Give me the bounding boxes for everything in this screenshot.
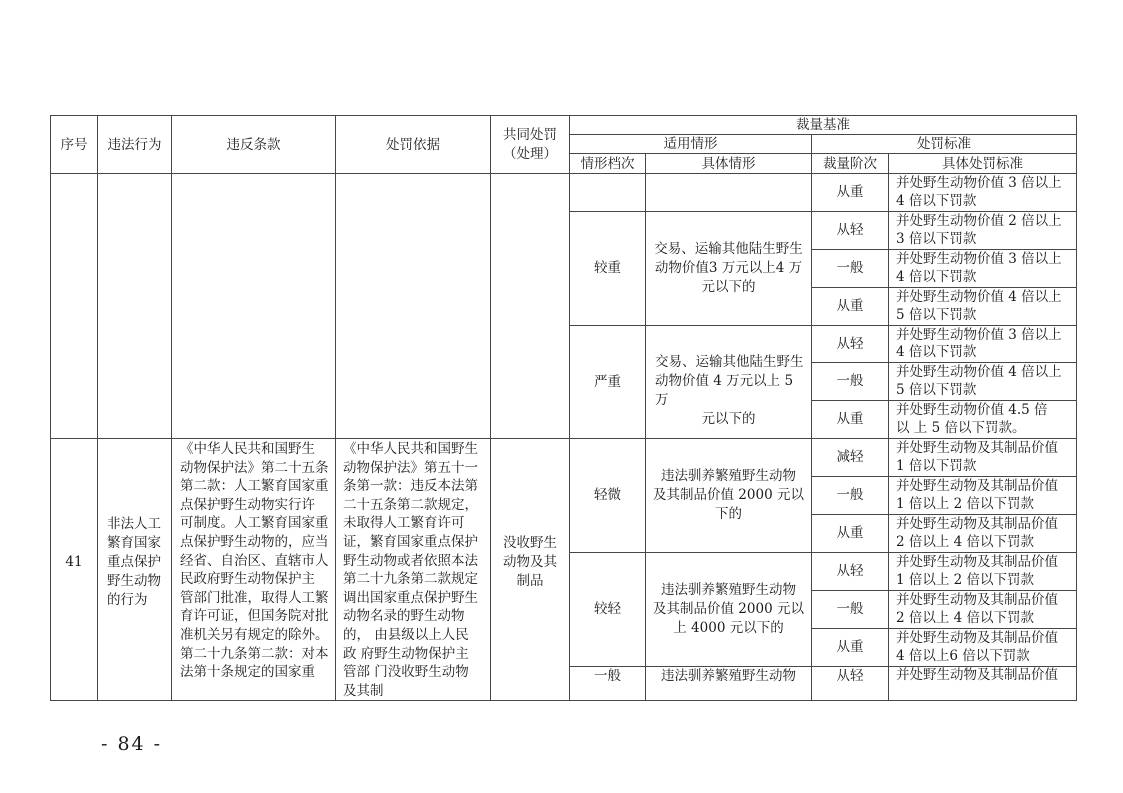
clause-cell: [172, 439, 335, 700]
standard-cell: [889, 250, 1076, 287]
header-joint-penalty-label: 共同处罚 （处理）: [503, 126, 557, 162]
situation-cell: [646, 553, 811, 666]
violation-text: 非法人工 繁育国家 重点保护 野生动物 的行为: [107, 516, 161, 608]
joint-penalty-text: 没收野生 动物及其 制品: [503, 535, 557, 589]
standard-text: 并处野生动物及其制品价值 2 倍以上 4 倍以下罚款: [896, 516, 1058, 550]
grade-cell: [812, 288, 888, 325]
header-violation-label: 违法行为: [107, 136, 162, 153]
penalty-discretion-table: [50, 115, 1077, 701]
grade-text: 从重: [836, 298, 864, 314]
standard-text: 并处野生动物价值 4.5 倍 以 上 5 倍以下罚款。: [896, 402, 1048, 436]
standard-text: 并处野生动物价值 3 倍以上 4 倍以下罚款: [896, 326, 1062, 360]
situation-cell: [646, 667, 811, 700]
situation-text: 交易、运输其他陆生野生 动物价值3 万元以上4 万 元以下的: [654, 241, 803, 295]
situation-text-continued: 元以下的: [701, 411, 756, 427]
header-applicable-situation-label: 适用情形: [663, 136, 718, 152]
header-specific-penalty-standard: [889, 154, 1076, 173]
standard-text: 并处野生动物及其制品价值: [896, 667, 1058, 683]
header-specific-situation: [646, 154, 811, 173]
level-cell: [570, 212, 645, 325]
clause-text: 《中华人民共和国野生 动物保护法》第二十五条 第二款：人工繁育国家重 点保护野生动物实行许 可制度。人工繁育国家重 点保护野生动物的，应当 经省、自治区、直辖市人 民政府野生动物保护主 管部门批准，取得人工繁 育许可证，但国务院对批 准机关另有规定的除外。 第二十九条第二款：对本 法第十条规定的国家重: [180, 441, 329, 681]
grade-text: 一般: [836, 260, 864, 276]
grade-cell: [812, 667, 888, 700]
grade-text: 从轻: [836, 222, 864, 238]
standard-cell: [889, 174, 1076, 211]
grade-text: 从重: [836, 639, 864, 655]
header-penalty-standard-label: 处罚标准: [917, 136, 971, 152]
grade-text: 减轻: [836, 449, 864, 465]
standard-text: 并处野生动物及其制品价值 2 倍以上 4 倍以下罚款: [896, 592, 1058, 626]
basis-cell-empty: [336, 174, 490, 438]
header-discretion-basis: [570, 116, 1076, 134]
header-joint-penalty: [491, 116, 569, 173]
grade-cell: [812, 515, 888, 552]
header-specific-penalty-standard-label: 具体处罚标准: [942, 155, 1023, 172]
situation-cell: [646, 439, 811, 552]
header-specific-situation-label: 具体情形: [701, 155, 756, 172]
level-text: 严重: [594, 373, 621, 390]
situation-cell-empty: [646, 174, 811, 211]
standard-text: 并处野生动物及其制品价值 1 倍以下罚款: [896, 440, 1058, 474]
grade-cell: [812, 591, 888, 628]
standard-cell: [889, 326, 1076, 362]
grade-cell: [812, 363, 888, 400]
header-situation-level-label: 情形档次: [580, 155, 635, 172]
page-number: - 84 -: [101, 733, 163, 755]
grade-text: 从重: [836, 525, 864, 541]
grade-cell: [812, 553, 888, 590]
grade-text: 从轻: [836, 335, 864, 352]
level-cell: [570, 553, 645, 666]
level-cell: [570, 326, 645, 438]
grade-cell: [812, 401, 888, 438]
header-penalty-standard: [812, 135, 1076, 153]
header-clause: [172, 116, 335, 173]
grade-text: 一般: [836, 601, 864, 617]
header-seq: [51, 116, 97, 173]
header-clause-label: 违反条款: [226, 136, 281, 153]
header-basis-label: 处罚依据: [386, 136, 440, 153]
grade-cell: [812, 250, 888, 287]
situation-cell: [646, 212, 811, 325]
basis-cell: [336, 439, 490, 700]
standard-cell: [889, 553, 1076, 590]
violation-cell: [98, 439, 171, 700]
situation-text: 违法驯养繁殖野生动物 及其制品价值 2000 元以 下的: [653, 468, 804, 522]
header-violation: [98, 116, 171, 173]
standard-text: 并处野生动物及其制品价值 1 倍以上 2 倍以下罚款: [896, 554, 1058, 588]
level-cell: [570, 667, 645, 700]
standard-text: 并处野生动物价值 3 倍以上 4 倍以下罚款: [896, 251, 1062, 285]
standard-cell: [889, 212, 1076, 249]
standard-cell: [889, 667, 1076, 700]
level-text: 较轻: [594, 601, 621, 617]
standard-text: 并处野生动物价值 2 倍以上 3 倍以下罚款: [896, 213, 1062, 247]
situation-text: 违法驯养繁殖野生动物: [661, 668, 796, 684]
level-cell: [570, 439, 645, 552]
standard-cell: [889, 515, 1076, 552]
header-applicable-situation: [570, 135, 811, 153]
grade-cell: [812, 326, 888, 362]
header-discretion-grade: [812, 154, 888, 173]
header-seq-label: 序号: [60, 136, 88, 153]
grade-text: 从重: [836, 184, 864, 200]
standard-cell: [889, 591, 1076, 628]
level-text: 较重: [594, 260, 621, 276]
grade-cell: [812, 477, 888, 514]
grade-text: 从轻: [836, 668, 864, 684]
grade-cell: [812, 174, 888, 211]
level-cell-empty: [570, 174, 645, 211]
standard-text: 并处野生动物价值 4 倍以上 5 倍以下罚款: [896, 364, 1062, 398]
standard-cell: [889, 629, 1076, 666]
basis-text: 《中华人民共和国野生 动物保护法》第五十一 条第一款：违反本法第 二十五条第二款规定， 未取得人工繁育许可 证，繁育国家重点保护 野生动物或者依照本法 第二十九条第二款规定 调出国家重点保护野生 动物名录的野生动物 的， 由县级以上人民 政 府野生动物保护主 管部 门没收野生动物 及其制: [343, 441, 478, 699]
standard-cell: [889, 363, 1076, 400]
standard-cell: [889, 439, 1076, 476]
grade-text: 从轻: [836, 563, 864, 579]
level-text: 轻微: [594, 487, 621, 503]
level-text: 一般: [594, 668, 621, 684]
header-discretion-basis-label: 裁量基准: [796, 117, 850, 133]
violation-cell-empty: [98, 174, 171, 438]
standard-cell: [889, 288, 1076, 325]
joint-penalty-cell-empty: [491, 174, 569, 438]
situation-text: 交易、运输其他陆生野生 动物价值 4 万元以上 5 万: [655, 354, 804, 408]
header-situation-level: [570, 154, 645, 173]
header-basis: [336, 116, 490, 173]
joint-penalty-cell: [491, 439, 569, 700]
header-discretion-grade-label: 裁量阶次: [823, 155, 877, 172]
standard-cell: [889, 477, 1076, 514]
seq-cell-empty: [51, 174, 97, 438]
standard-text: 并处野生动物价值 4 倍以上 5 倍以下罚款: [896, 289, 1062, 323]
grade-cell: [812, 212, 888, 249]
grade-cell: [812, 439, 888, 476]
situation-cell: [646, 326, 811, 438]
situation-text: 违法驯养繁殖野生动物 及其制品价值 2000 元以 上 4000 元以下的: [653, 582, 804, 636]
seq-cell: [51, 439, 97, 700]
clause-cell-empty: [172, 174, 335, 438]
grade-cell: [812, 629, 888, 666]
standard-text: 并处野生动物及其制品价值 1 倍以上 2 倍以下罚款: [896, 478, 1058, 512]
standard-text: 并处野生动物及其制品价值 4 倍以上6 倍以下罚款: [896, 630, 1058, 664]
standard-cell: [889, 401, 1076, 438]
grade-text: 一般: [836, 487, 864, 503]
standard-text: 并处野生动物价值 3 倍以上 4 倍以下罚款: [896, 175, 1062, 209]
grade-text: 一般: [836, 373, 864, 389]
grade-text: 从重: [836, 411, 864, 427]
seq-number: 41: [65, 554, 83, 570]
